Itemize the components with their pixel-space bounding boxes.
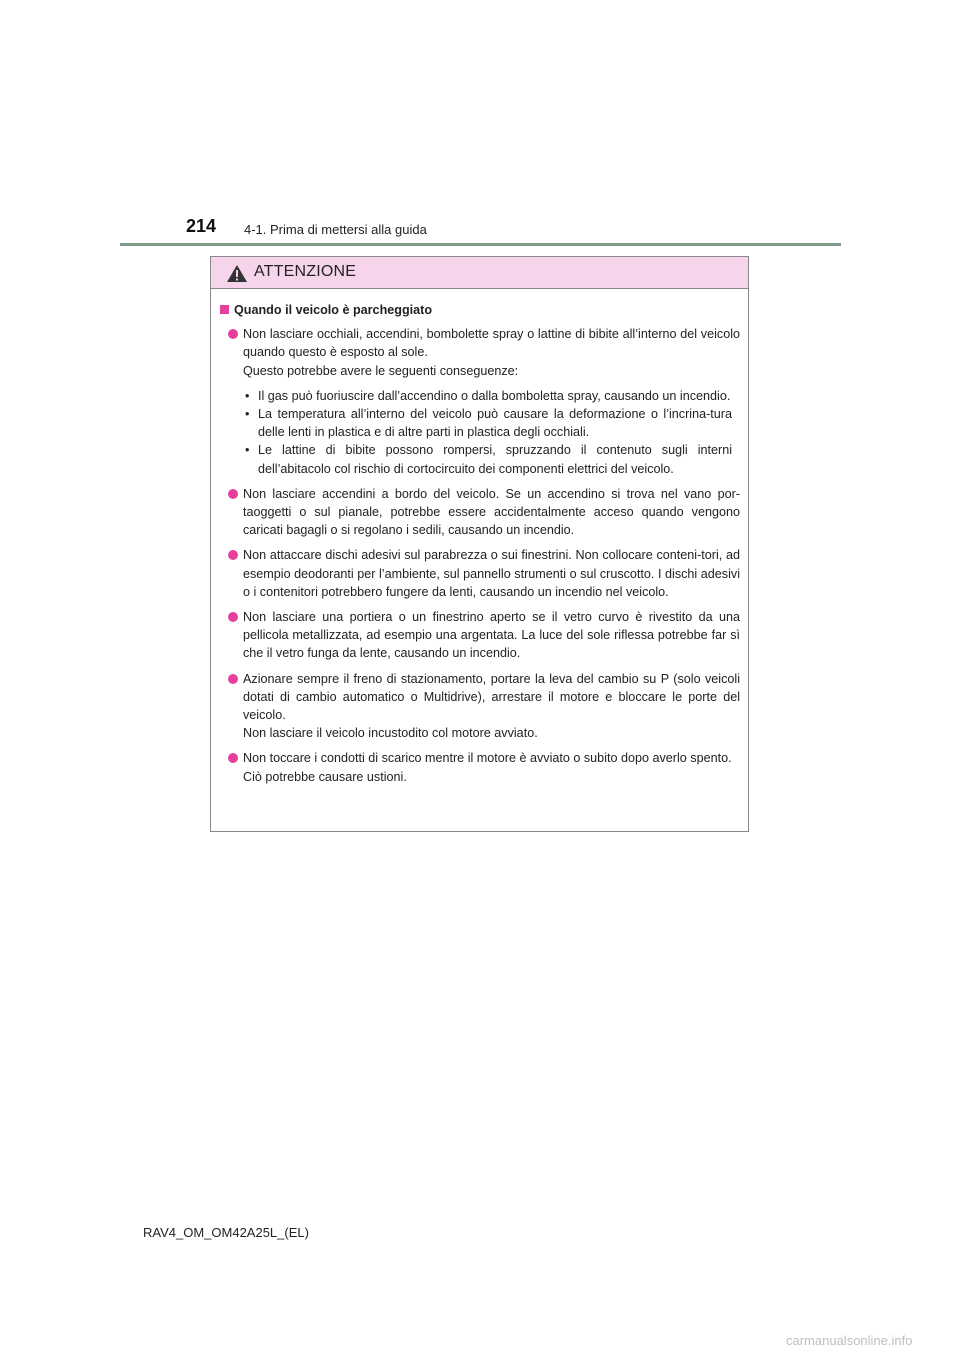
bullet-mark: • bbox=[245, 388, 250, 403]
circle-bullet-icon bbox=[228, 612, 238, 622]
bullet-mark: • bbox=[245, 443, 250, 458]
item-paragraph: Non lasciare accendini a bordo del veicolo. Se un accendino si trova nel vano por-taoggetti o sul pianale, potrebbe essere accidentalmente acceso quando vengono caricati bagagli o si regolano i sedili, causando un incendio. bbox=[243, 486, 740, 538]
sub-list bbox=[243, 387, 732, 478]
circle-bullet-icon bbox=[228, 753, 238, 763]
circle-bullet-icon bbox=[228, 489, 238, 499]
item-paragraph: Non lasciare il veicolo incustodito col motore avviato. bbox=[243, 726, 538, 741]
warning-items bbox=[220, 325, 740, 786]
list-item bbox=[220, 325, 740, 478]
item-paragraph: Non attaccare dischi adesivi sul parabrezza o sui finestrini. Non collocare conteni-tori, ad esempio deodoranti per l’ambiente, sul pannello strumenti o sul cruscotto. I dischi adesivi o i contenitori potrebbero fungere da lenti, causando un incendio nel veicolo. bbox=[243, 548, 740, 599]
list-item bbox=[220, 485, 740, 540]
sub-list-text: Il gas può fuoriuscire dall’accendino o dalla bomboletta spray, causando un incendio. bbox=[258, 388, 731, 403]
item-paragraph: Non lasciare occhiali, accendini, bombolette spray o lattine di bibite all’interno del veicolo quando questo è esposto al sole. bbox=[243, 327, 740, 360]
header-rule bbox=[120, 243, 841, 246]
warning-title: ATTENZIONE bbox=[254, 263, 357, 280]
page-number: 214 bbox=[186, 216, 217, 236]
subheading bbox=[220, 301, 740, 319]
sub-list-text: Le lattine di bibite possono rompersi, spruzzando il contenuto sugli interni dell’abitacolo col rischio di cortocircuito dei componenti elettrici del veicolo. bbox=[258, 443, 732, 476]
item-paragraph: Non lasciare una portiera o un finestrino aperto se il vetro curvo è rivestito da una pellicola metallizzata, ad esempio una argentata. La luce del sole riflessa potrebbe far sì che il vetro funga da lente, causando un incendio. bbox=[243, 610, 740, 661]
warning-box bbox=[210, 256, 749, 832]
item-paragraph: Ciò potrebbe causare ustioni. bbox=[243, 769, 407, 784]
list-item bbox=[220, 670, 740, 743]
sub-list-item bbox=[245, 387, 732, 405]
section-title: 4-1. Prima di mettersi alla guida bbox=[244, 222, 427, 237]
bullet-mark: • bbox=[245, 407, 250, 422]
circle-bullet-icon bbox=[228, 550, 238, 560]
warning-triangle-icon bbox=[226, 264, 248, 283]
subheading-text: Quando il veicolo è parcheggiato bbox=[234, 303, 433, 317]
item-paragraph: Azionare sempre il freno di stazionamento, portare la leva del cambio su P (solo veicoli dotati di cambio automatico o Multidrive), arrestare il motore e bloccare le porte del veicolo. bbox=[243, 671, 740, 723]
list-item bbox=[220, 546, 740, 601]
list-item bbox=[220, 749, 740, 785]
warning-body bbox=[211, 289, 748, 786]
list-item bbox=[220, 608, 740, 663]
circle-bullet-icon bbox=[228, 674, 238, 684]
item-paragraph: Non toccare i condotti di scarico mentre il motore è avviato o subito dopo averlo spento. bbox=[243, 751, 732, 766]
item-paragraph: Questo potrebbe avere le seguenti conseguenze: bbox=[243, 363, 519, 378]
sub-list-text: La temperatura all’interno del veicolo può causare la deformazione o l’incrina-tura delle lenti in plastica e di altre parti in plastica degli occhiali. bbox=[258, 407, 732, 440]
square-bullet-icon bbox=[220, 305, 229, 314]
watermark: carmanualsonline.info bbox=[786, 1333, 913, 1348]
sub-list-item bbox=[245, 405, 732, 441]
warning-header bbox=[211, 257, 748, 289]
sub-list-item bbox=[245, 441, 732, 477]
footer-code: RAV4_OM_OM42A25L_(EL) bbox=[143, 1225, 309, 1240]
circle-bullet-icon bbox=[228, 329, 238, 339]
